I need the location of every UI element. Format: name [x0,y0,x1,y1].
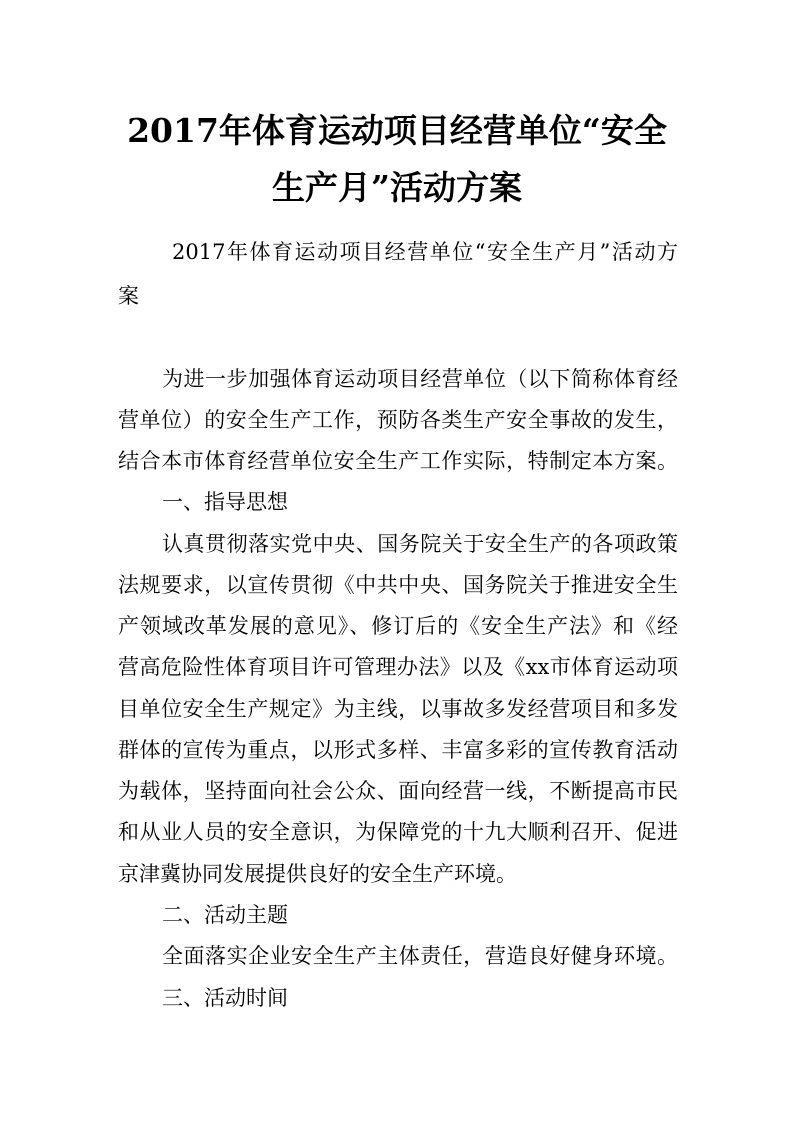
section-1-line-8: 和从业人员的安全意识，为保障党的十九大顺利召开、促进 [118,820,678,844]
intro-line-2: 营单位）的安全生产工作，预防各类生产安全事故的发生， [118,408,678,432]
intro-line-1: 为进一步加强体育运动项目经营单位（以下简称体育经 [162,367,678,391]
section-1-heading: 一、指导思想 [162,490,288,514]
section-2-heading: 二、活动主题 [162,903,288,927]
section-3-heading: 三、活动时间 [162,986,288,1010]
section-1-line-5: 目单位安全生产规定》为主线，以事故多发经营项目和多发 [118,697,678,721]
subtitle-line-1: 2017年体育运动项目经营单位“安全生产月”活动方 [172,240,678,264]
section-1-line-2: 法规要求，以宣传贯彻《中共中央、国务院关于推进安全生 [118,573,678,597]
section-1-line-9: 京津冀协同发展提供良好的安全生产环境。 [118,862,517,886]
intro-line-3: 结合本市体育经营单位安全生产工作实际，特制定本方案。 [118,449,678,473]
section-1-line-4: 营高危险性体育项目许可管理办法》以及《xx市体育运动项 [118,655,678,679]
section-1-line-7: 为载体，坚持面向社会公众、面向经营一线，不断提高市民 [118,779,678,803]
document-title-line-2: 生产月”活动方案 [272,168,522,207]
document-title-line-1: 2017年体育运动项目经营单位“安全 [127,111,667,150]
subtitle-line-2: 案 [118,284,139,308]
section-1-line-6: 群体的宣传为重点，以形式多样、丰富多彩的宣传教育活动 [118,738,678,762]
section-1-line-3: 产领域改革发展的意见》、修订后的《安全生产法》和《经 [118,614,678,638]
section-1-line-1: 认真贯彻落实党中央、国务院关于安全生产的各项政策 [162,532,678,556]
section-2-body: 全面落实企业安全生产主体责任，营造良好健身环境。 [162,944,678,968]
